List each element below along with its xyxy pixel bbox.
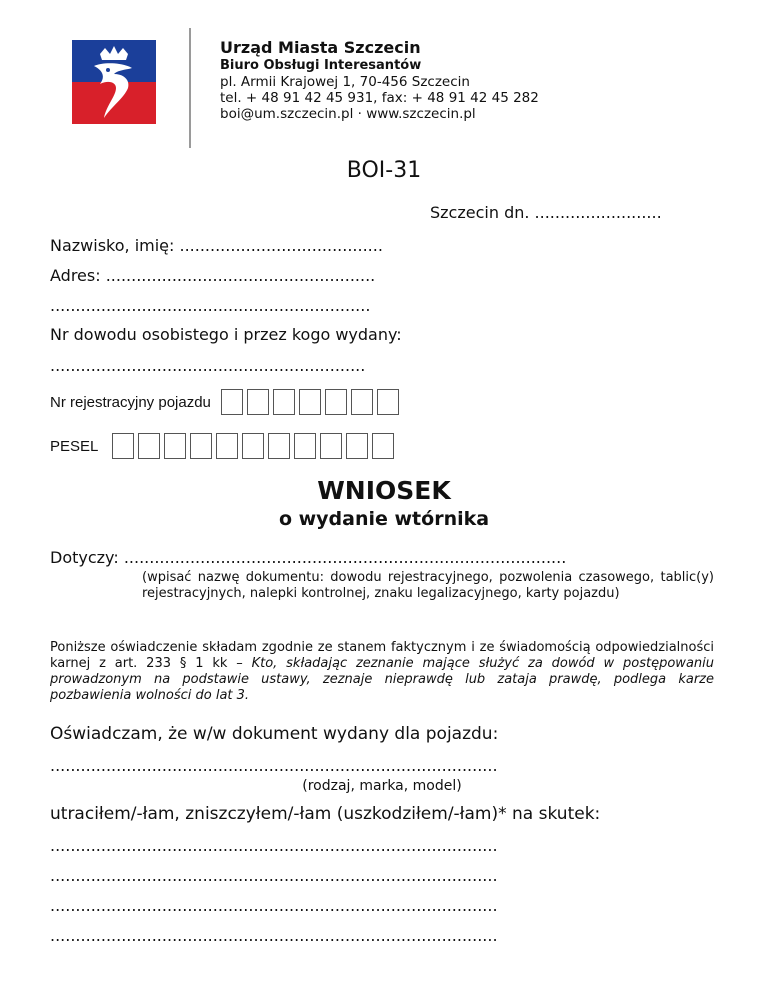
pesel-digit-box[interactable] <box>294 433 316 459</box>
pesel-row <box>50 430 394 462</box>
id-field[interactable]: .............................................................. <box>50 356 366 375</box>
department-name: Biuro Obsługi Interesantów <box>220 58 422 73</box>
registration-char-box[interactable] <box>273 389 295 415</box>
registration-char-box[interactable] <box>221 389 243 415</box>
pesel-digit-box[interactable] <box>242 433 264 459</box>
form-code: BOI-31 <box>346 158 422 183</box>
reason-field-2[interactable]: ........................................................................................ <box>50 866 498 885</box>
header-block <box>220 38 539 122</box>
concerns-hint: (wpisać nazwę dokumentu: dowodu rejestracyjnego, pozwolenia czasowego, tablic(y) rejestracyjnych, nalepki kontrolnej, znaku legalizacyjnego, karty pojazdu) <box>142 570 714 601</box>
date-field[interactable]: Szczecin dn. ......................... <box>430 203 662 222</box>
organization-name: Urząd Miasta Szczecin <box>220 38 421 57</box>
address-field-2[interactable]: ............................................................... <box>50 296 371 315</box>
pesel-digit-box[interactable] <box>164 433 186 459</box>
pesel-digit-box[interactable] <box>112 433 134 459</box>
legal-declaration <box>50 640 714 704</box>
vehicle-hint: (rodzaj, marka, model) <box>302 778 462 794</box>
declaration-quote: Kto, składając zeznanie mające służyć za dowód w postępowaniu prowadzonym na podstawie ustawy, zeznaje nieprawdę lub zataja prawdę, podlega karze pozbawienia wolności do lat 3. <box>50 656 714 703</box>
registration-char-box[interactable] <box>351 389 373 415</box>
reason-field-1[interactable]: ........................................................................................ <box>50 836 498 855</box>
registration-char-box[interactable] <box>325 389 347 415</box>
city-logo <box>72 40 156 124</box>
header-divider <box>189 28 191 148</box>
pesel-digit-box[interactable] <box>190 433 212 459</box>
statement-line: Oświadczam, że w/w dokument wydany dla pojazdu: <box>50 724 499 744</box>
vehicle-field[interactable]: ........................................................................................ <box>50 756 498 775</box>
address: pl. Armii Krajowej 1, 70-456 Szczecin <box>220 74 470 90</box>
registration-label: Nr rejestracyjny pojazdu <box>50 393 211 411</box>
registration-row <box>50 386 399 418</box>
pesel-digit-box[interactable] <box>216 433 238 459</box>
pesel-digit-box[interactable] <box>268 433 290 459</box>
declaration-text: Poniższe oświadczenie składam zgodnie ze stanem faktycznym i ze świadomością odpowiedzialności karnej z art. 233 § 1 kk – <box>50 640 714 671</box>
registration-boxes[interactable] <box>221 389 399 415</box>
id-label: Nr dowodu osobistego i przez kogo wydany: <box>50 325 402 344</box>
reason-field-4[interactable]: ........................................................................................ <box>50 926 498 945</box>
registration-char-box[interactable] <box>299 389 321 415</box>
loss-line: utraciłem/-łam, zniszczyłem/-łam (uszkodziłem/-łam)* na skutek: <box>50 804 601 824</box>
concerns-field[interactable]: Dotyczy: ....................................................................................... <box>50 548 567 567</box>
pesel-digit-box[interactable] <box>138 433 160 459</box>
pesel-label: PESEL <box>50 437 99 455</box>
phone-fax: tel. + 48 91 42 45 931, fax: + 48 91 42 45 282 <box>220 90 539 106</box>
pesel-digit-box[interactable] <box>346 433 368 459</box>
name-field[interactable]: Nazwisko, imię: ........................................ <box>50 236 383 255</box>
form-title: WNIOSEK <box>317 476 451 505</box>
address-field-1[interactable]: Adres: ..................................................... <box>50 266 376 285</box>
pesel-digit-box[interactable] <box>372 433 394 459</box>
form-subtitle: o wydanie wtórnika <box>278 508 490 530</box>
email-website: boi@um.szczecin.pl · www.szczecin.pl <box>220 106 476 122</box>
registration-char-box[interactable] <box>377 389 399 415</box>
pesel-digit-box[interactable] <box>320 433 342 459</box>
pesel-boxes[interactable] <box>112 433 394 459</box>
reason-field-3[interactable]: ........................................................................................ <box>50 896 498 915</box>
registration-char-box[interactable] <box>247 389 269 415</box>
